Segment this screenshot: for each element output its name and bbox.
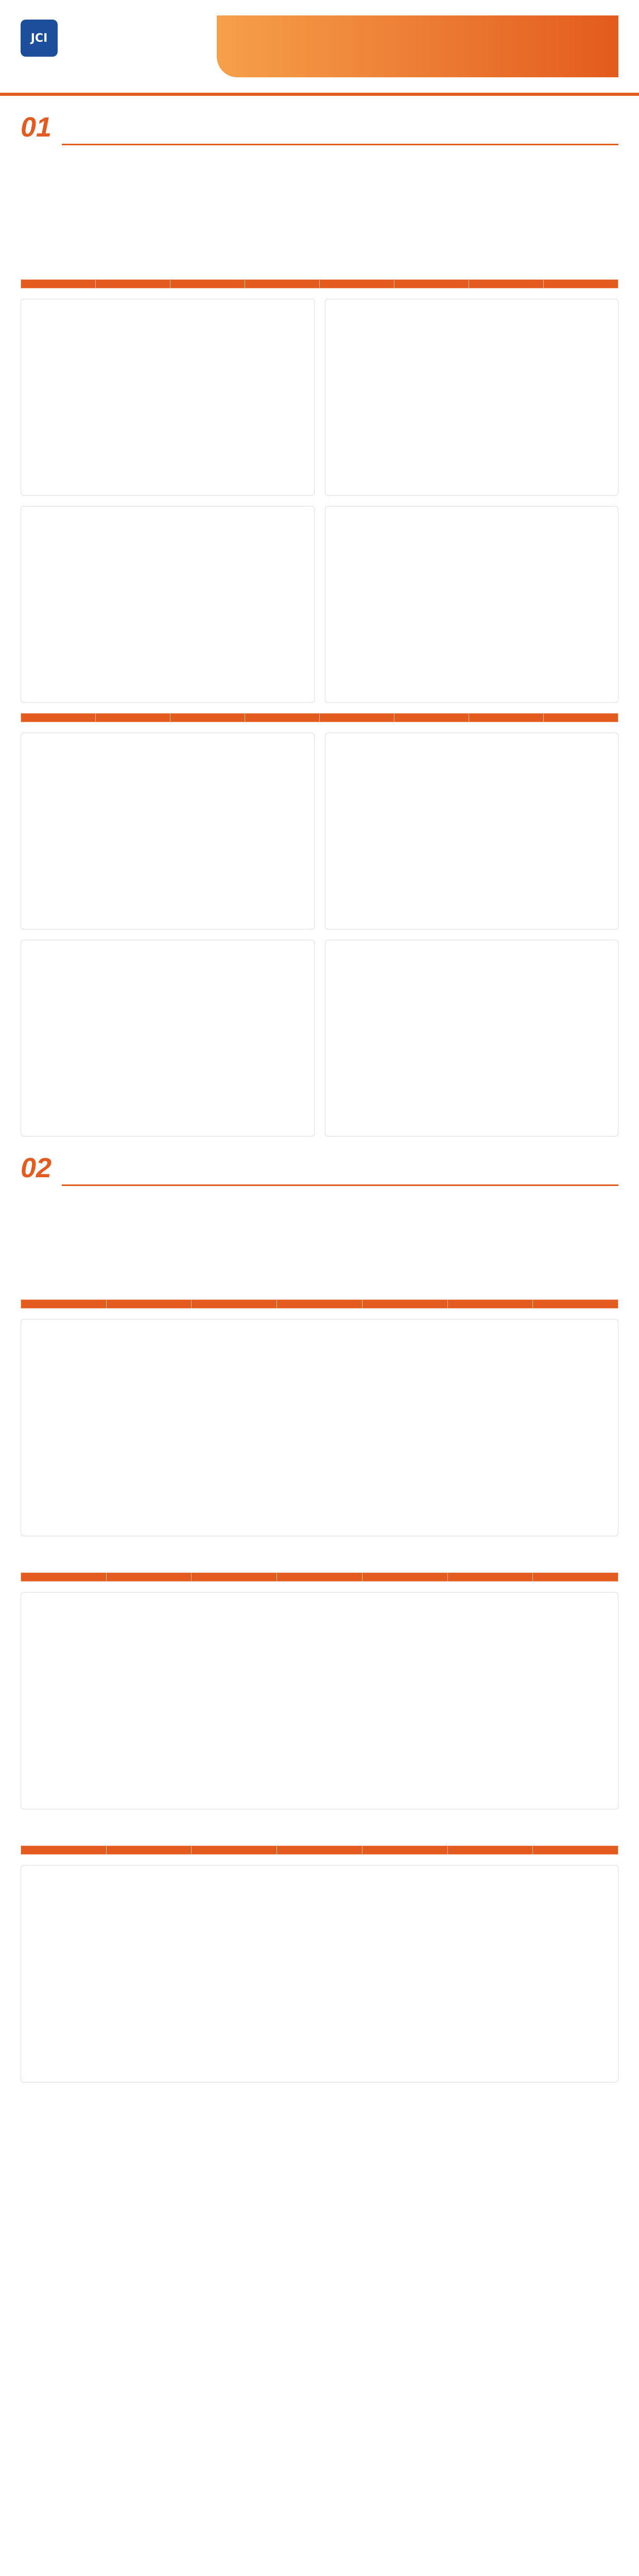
section-1-table-2 (21, 713, 618, 722)
column-header (533, 1300, 618, 1309)
table-header-row (21, 1846, 618, 1855)
section-divider (62, 144, 618, 145)
section-2-header (21, 1150, 618, 1186)
column-header (192, 1846, 277, 1855)
block-label (31, 1547, 608, 1564)
section-1-number: 01 (21, 112, 52, 143)
chart-card (21, 940, 315, 1137)
column-header (320, 280, 394, 289)
column-header (96, 280, 170, 289)
chart-row (21, 1865, 618, 2082)
chart-area (331, 527, 485, 604)
chart-row (21, 299, 618, 496)
column-header (106, 1300, 192, 1309)
paragraph (31, 253, 608, 271)
chart-row (21, 506, 618, 703)
column-header (320, 714, 394, 722)
column-header (106, 1846, 192, 1855)
section-2-blocks (0, 1274, 639, 2082)
column-header (362, 1573, 447, 1582)
block-label (31, 1820, 608, 1837)
column-header (170, 280, 245, 289)
column-header (21, 1846, 107, 1855)
chart-card (21, 299, 315, 496)
paragraph (31, 233, 608, 250)
chart-row (21, 733, 618, 929)
chart-row (21, 940, 618, 1137)
column-header (447, 1846, 533, 1855)
column-header (245, 714, 320, 722)
table-header-row (21, 1300, 618, 1309)
column-header (394, 280, 469, 289)
column-header (21, 280, 96, 289)
title-banner (217, 15, 618, 77)
column-header (170, 714, 245, 722)
chart-area (331, 754, 485, 831)
column-header (469, 280, 544, 289)
chart-area (26, 961, 181, 1038)
table-header-row (21, 1573, 618, 1582)
column-header (533, 1573, 618, 1582)
chart-row (21, 1592, 618, 1809)
chart-row (21, 1319, 618, 1536)
table-header-row (21, 714, 618, 722)
logo-mark: JCI (21, 20, 58, 57)
column-header (544, 714, 618, 722)
chart-area (26, 527, 181, 604)
block-table (21, 1845, 618, 1855)
chart-card (21, 1865, 618, 2082)
column-header (362, 1300, 447, 1309)
chart-card (21, 733, 315, 929)
paragraph (31, 212, 608, 230)
section-divider (62, 1184, 618, 1186)
column-header (245, 280, 320, 289)
chart-area (26, 1613, 181, 1690)
section-1-table (21, 279, 618, 289)
chart-area (26, 1340, 181, 1417)
column-header (447, 1573, 533, 1582)
spot-price-table (21, 1845, 618, 1855)
report-header (0, 0, 639, 96)
section-2-headline (31, 1191, 608, 1209)
table-header-row (21, 280, 618, 289)
paragraph (31, 171, 608, 189)
section-1-paragraphs (0, 150, 639, 271)
section-2-number: 02 (21, 1153, 52, 1183)
paragraph (31, 1232, 608, 1250)
chart-area (26, 320, 181, 397)
section-1-header (21, 109, 618, 145)
column-header (277, 1573, 362, 1582)
chart-area (26, 754, 181, 831)
chart-card (325, 506, 619, 703)
column-header (21, 1573, 107, 1582)
column-header (544, 280, 618, 289)
block-table (21, 1299, 618, 1309)
paragraph (31, 192, 608, 209)
chart-card (325, 299, 619, 496)
spot-price-table (21, 1299, 618, 1309)
paragraph (31, 1212, 608, 1229)
column-header (192, 1573, 277, 1582)
chart-card (21, 1319, 618, 1536)
paragraph (31, 150, 608, 168)
column-header (192, 1300, 277, 1309)
price-table (21, 279, 618, 289)
column-header (362, 1846, 447, 1855)
column-header (21, 714, 96, 722)
chart-card (325, 940, 619, 1137)
column-header (533, 1846, 618, 1855)
column-header (277, 1846, 362, 1855)
spot-price-table (21, 1572, 618, 1582)
column-header (21, 1300, 107, 1309)
chart-card (325, 733, 619, 929)
column-header (96, 714, 170, 722)
paragraph (31, 1253, 608, 1270)
column-header (394, 714, 469, 722)
block-label (31, 1274, 608, 1291)
chart-card (21, 1592, 618, 1809)
spread-table (21, 713, 618, 722)
logo (21, 20, 206, 76)
chart-card (21, 506, 315, 703)
chart-area (26, 1886, 181, 1963)
column-header (277, 1300, 362, 1309)
column-header (447, 1300, 533, 1309)
column-header (106, 1573, 192, 1582)
chart-area (331, 961, 485, 1038)
chart-area (331, 320, 485, 397)
column-header (469, 714, 544, 722)
block-table (21, 1572, 618, 1582)
